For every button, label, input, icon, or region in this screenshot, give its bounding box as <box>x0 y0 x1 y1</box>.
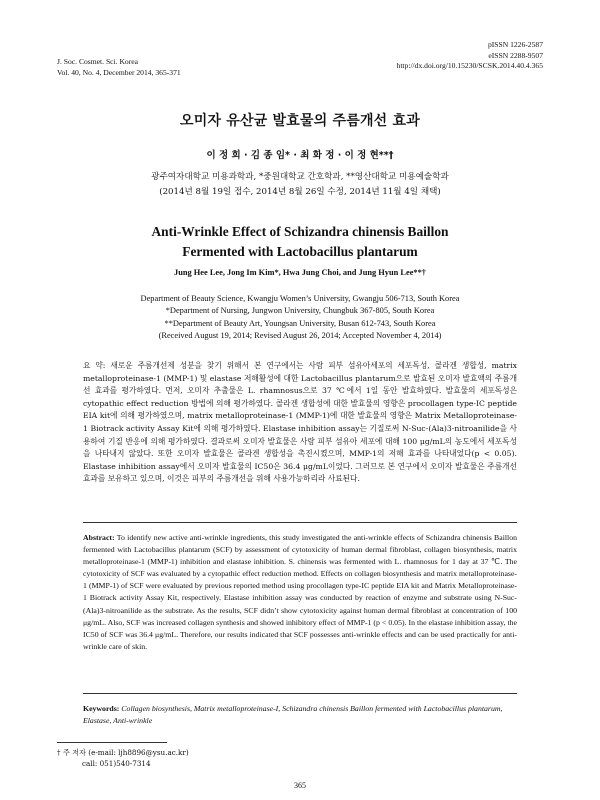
korean-affiliation: 광주여자대학교 미용과학과, *중원대학교 간호학과, **영산대학교 미용예술학과 <box>151 172 449 182</box>
pissn: pISSN 1226-2587 <box>487 40 543 49</box>
korean-title: 오미자 유산균 발효물의 주름개선 효과 <box>180 113 420 129</box>
english-title <box>0 222 600 262</box>
keywords-text: Collagen biosynthesis, Matrix metalloproteinase-I, Schizandra chinensis Baillon fermented with Lactobacillus plantarum, Elastase, Anti-wrinkle <box>83 704 503 725</box>
english-title-line1: Anti-Wrinkle Effect of Schizandra chinensis Baillon <box>151 224 449 239</box>
korean-affiliation-block <box>0 170 600 200</box>
abstract-text: To identify new active anti-wrinkle ingredients, this study investigated the anti-wrinkle effects of Schizandra chinensis Baillon fermented with Lactobacillus plantarum (SCF) by assessment of cytotoxicity of human dermal fibroblast, collagen biosynthesis, matrix metalloproteinase-1 (MMP-1) inhibition and elastase inhibition. S. chinensis was fermented with L. rhamnosus for 1 day at 37 ℃. The cytotoxicity of SCF was evaluated by a cytopathic effect reduction method. Effects on collagen biosynthesis and matrix metalloproteinase-1 (MMP-1) of SCF were evaluated by previous reported method using procollagen type-IC peptide EIA kit and Matrix Metalloproteinase-1 Biotrack activity Assay Kit, respectively. Elastase inhibition assay was conducted by reaction of enzyme and substrate using N-Suc-(Ala)3-nitroanilide as the substrate. As the results, SCF didn’t show cytotoxicity against human dermal fibroblast at concentration of 100 μg/mL. Also, SCF was increased collagen synthesis and showed inhibitory effect of MMP-1 (p < 0.05). In the elastase inhibition assay, the IC50 of SCF was 36.4 μg/mL. Therefore, our results indicated that SCF possesses anti-wrinkle effects and can be used practically for anti-wrinkle care of skin. <box>83 533 517 651</box>
korean-abstract-text: 새로운 주름개선제 성분을 찾기 위해서 본 연구에서는 사람 피부 섬유아세포의 세포독성, 콜라겐 생합성, matrix metalloproteinase-1 (MMP-1) 및 elastase 저해활성에 대한 Lactobacillus plantarum으로 발효된 오미자 발효액의 주름개선 효과를 평가하였다. 먼저, 오미자 추출물은 L. rhamnosus으로 37 ℃에서 1일 동안 발효하였다. 발효물의 세포독성은 cytopathic effect reduction 방법에 의해 평가하였다. 콜라겐 생합성에 대한 발효물의 영향은 procollagen type-IC peptide EIA kit에 의해 평가하였으며, matrix metalloproteinase-1 (MMP-1)에 대한 발효물의 영향은 Matrix Metalloproteinase-1 Biotrack activity Assay Kit에 의해 평가하였다. Elastase inhibition assay는 기질로써 N-Suc-(Ala)3-nitroanilide을 사용하여 기질 반응에 의해 평가하였다. 결과로써 오미자 발효물은 사람 피부 섬유아 세포에 대해 100 μg/mL의 농도에서 세포독성을 나타내지 않았다. 또한 오미자 발효물은 콜라겐 생합성을 촉진시켰으며, MMP-1의 저해 효과를 나타내었다(p < 0.05). Elastase inhibition assay에서 오미자 발효물의 IC50은 36.4 μg/mL이었다. 그러므로 본 연구에서 오미자 발효물은 주름개선 효과를 보유하고 있으며, 이것은 피부의 주름개선을 위해 사용가능하리라 사료된다. <box>83 361 517 484</box>
english-affiliation-3: **Department of Beauty Art, Youngsan University, Busan 612-743, South Korea <box>164 318 436 328</box>
english-affiliation-2: *Department of Nursing, Jungwon University, Chungbuk 367-805, South Korea <box>165 306 435 316</box>
keywords <box>83 703 517 726</box>
journal-name: J. Soc. Cosmet. Sci. Korea <box>57 57 138 66</box>
english-affiliation-block <box>0 293 600 342</box>
abstract-divider-top <box>83 522 517 523</box>
eissn: eISSN 2288-9507 <box>488 50 543 60</box>
abstract-label: Abstract: <box>83 533 115 542</box>
english-affiliation-1: Department of Beauty Science, Kwangju Women’s University, Gwangju 506-713, South Korea <box>140 294 460 303</box>
running-header-right <box>397 40 543 72</box>
corresponding-author-email: † 주 저자 (e-mail: ljh8896@ysu.ac.kr) <box>57 748 189 757</box>
korean-authors: 이 정 희 · 김 종 임* · 최 화 정 · 이 정 현**† <box>206 150 394 161</box>
keywords-label: Keywords: <box>83 704 120 713</box>
english-title-line2: Fermented with Lactobacillus plantarum <box>182 244 418 259</box>
abstract-divider-bottom <box>83 693 517 694</box>
english-abstract <box>83 532 517 653</box>
doi-link[interactable]: http://dx.doi.org/10.15230/SCSK.2014.40.4.365 <box>396 61 543 70</box>
corresponding-author-phone: call: 051)540-7314 <box>82 759 151 768</box>
korean-abstract <box>83 360 517 486</box>
english-dates: (Received August 19, 2014; Revised August 26, 2014; Accepted November 4, 2014) <box>158 330 442 340</box>
footnote-divider <box>57 742 167 743</box>
english-authors: Jung Hee Lee, Jong Im Kim*, Hwa Jung Choi, and Jung Hyun Lee**† <box>174 268 426 277</box>
page-number: 365 <box>294 781 306 790</box>
korean-dates: (2014년 8월 19일 접수, 2014년 8월 26일 수정, 2014년 11월 4일 채택) <box>159 187 441 197</box>
running-header-left <box>57 57 181 78</box>
korean-abstract-label: 요 약: <box>83 361 106 370</box>
journal-volume: Vol. 40, No. 4, December 2014, 365-371 <box>57 67 181 77</box>
